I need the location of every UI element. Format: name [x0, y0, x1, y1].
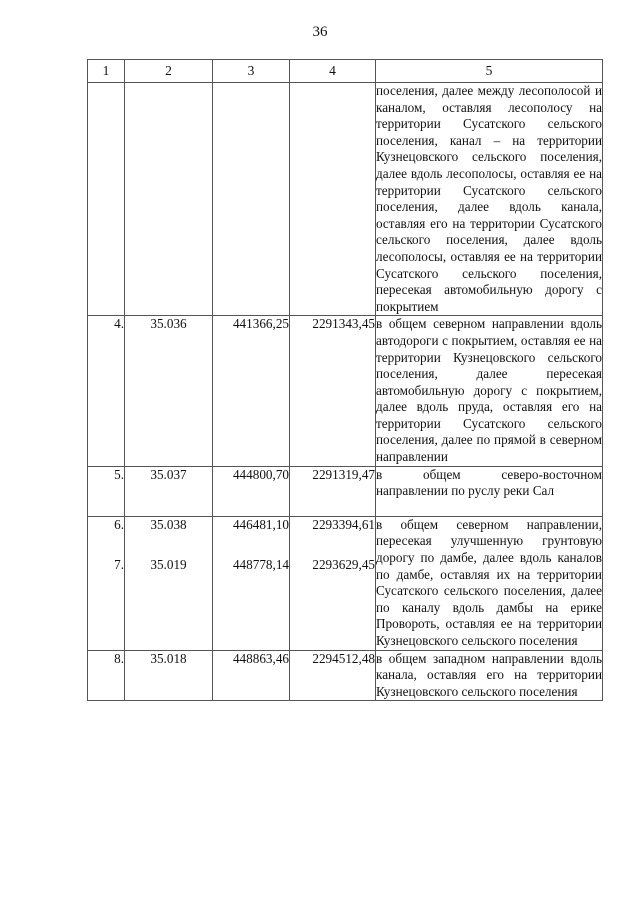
point-code-sub: 35.019	[150, 557, 187, 573]
empty-cell	[213, 83, 290, 316]
header-col-1: 1	[88, 60, 125, 83]
coord-x: 446481,10	[232, 516, 289, 532]
empty-cell	[125, 83, 213, 316]
coord-x: 444800,70	[213, 466, 290, 516]
coord-y: 2291319,47	[290, 466, 376, 516]
header-col-5: 5	[376, 60, 603, 83]
coord-y: 2294512,48	[290, 650, 376, 701]
coord-x-cell	[213, 516, 290, 650]
coord-y: 2293394,61	[312, 516, 375, 532]
table-row	[88, 316, 603, 466]
empty-cell	[290, 83, 376, 316]
coord-x: 441366,25	[213, 316, 290, 466]
row-number: 4.	[88, 316, 125, 466]
header-col-3: 3	[213, 60, 290, 83]
row-number-cell	[88, 516, 125, 650]
row-number: 8.	[88, 650, 125, 701]
table-header-row	[88, 60, 603, 83]
point-code-cell	[125, 516, 213, 650]
point-code: 35.037	[125, 466, 213, 516]
coord-y-cell	[290, 516, 376, 650]
coord-y: 2291343,45	[290, 316, 376, 466]
table-row-continuation	[88, 83, 603, 316]
page-number: 36	[312, 24, 328, 40]
row-number: 5.	[88, 466, 125, 516]
table-row	[88, 516, 603, 650]
empty-cell	[88, 83, 125, 316]
point-code: 35.036	[125, 316, 213, 466]
coord-x-sub: 448778,14	[232, 557, 289, 573]
point-code: 35.038	[150, 516, 187, 532]
row-number-sub: 7.	[114, 557, 124, 573]
header-col-4: 4	[290, 60, 376, 83]
coord-y-sub: 2293629,45	[312, 557, 375, 573]
row-description: в общем западном направлении вдоль канала, оставляя его на территории Кузнецовского сельского поселения	[376, 650, 603, 701]
row-description: в общем северо-восточном направлении по руслу реки Сал	[376, 466, 603, 516]
boundary-table	[87, 59, 603, 701]
row-description: в общем северном направлении вдоль автодороги с покрытием, оставляя ее на территории Кузнецовского сельского поселения, далее пересекая автомобильную дорогу с покрытием, далее вдоль пруда, оставляя его на территории Сусатского сельского поселения, далее по прямой в северном направлении	[376, 316, 603, 466]
row-description: в общем северном направлении, пересекая улучшенную грунтовую дорогу по дамбе, далее вдоль каналов по дамбе, оставляя их на территории Сусатского сельского поселения, далее по каналу вдоль дамбы на ерике Провороть, оставляя ее на территории Кузнецовского сельского поселения	[376, 516, 603, 650]
continuation-description: поселения, далее между лесополосой и каналом, оставляя лесополосу на территории Сусатского сельского поселения, канал – на территории Кузнецовского сельского поселения, далее вдоль лесополосы, оставляя ее на территории Сусатского сельского поселения, далее вдоль канала, оставляя его на территории Сусатского сельского поселения, далее вдоль лесополосы, оставляя ее на территории Сусатского сельского поселения, пересекая автомобильную дорогу с покрытием	[376, 83, 603, 316]
row-number: 6.	[114, 516, 124, 532]
header-col-2: 2	[125, 60, 213, 83]
table-row	[88, 650, 603, 701]
table-row	[88, 466, 603, 516]
coord-x: 448863,46	[213, 650, 290, 701]
point-code: 35.018	[125, 650, 213, 701]
